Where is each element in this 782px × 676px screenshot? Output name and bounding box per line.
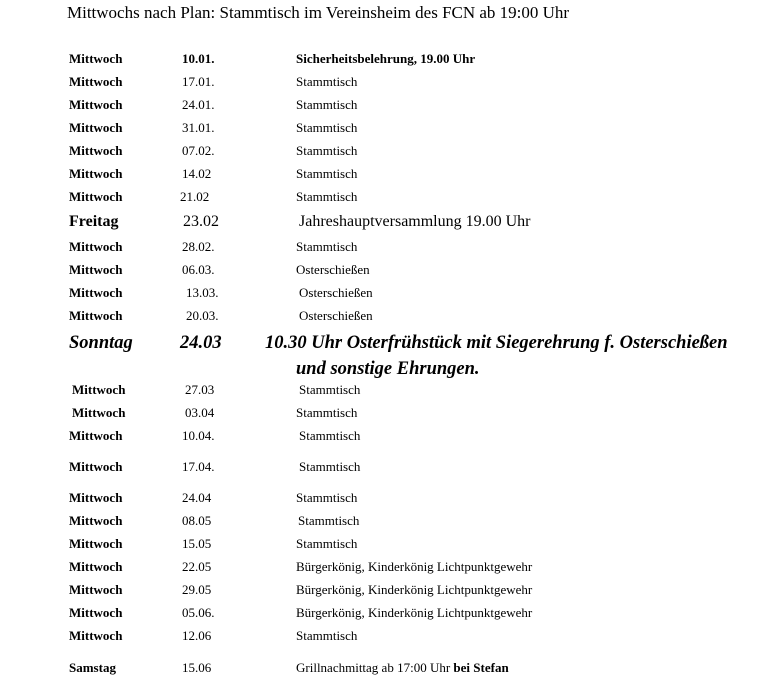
day: Sonntag <box>69 333 133 353</box>
date: 22.05 <box>182 559 212 574</box>
date: 15.06 <box>182 660 212 675</box>
day: Samstag <box>69 660 116 675</box>
event: Osterschießen <box>296 262 370 277</box>
date: 08.05 <box>182 513 212 528</box>
event: Stammtisch <box>299 459 361 474</box>
day: Mittwoch <box>69 459 123 474</box>
event: Sicherheitsbelehrung, 19.00 Uhr <box>296 51 476 66</box>
day: Freitag <box>69 213 119 230</box>
day: Mittwoch <box>69 559 123 574</box>
date: 24.03 <box>180 333 222 353</box>
event: Stammtisch <box>296 628 358 643</box>
day: Mittwoch <box>69 239 123 254</box>
day: Mittwoch <box>69 513 123 528</box>
event: Stammtisch <box>296 166 358 181</box>
date: 15.05 <box>182 536 212 551</box>
event: Jahreshauptversammlung 19.00 Uhr <box>299 213 531 230</box>
day: Mittwoch <box>69 189 123 204</box>
day: Mittwoch <box>69 490 123 505</box>
date: 20.03. <box>186 308 219 323</box>
day: Mittwoch <box>69 308 123 323</box>
event: Bürgerkönig, Kinderkönig Lichtpunktgewehr <box>296 605 533 620</box>
date: 27.03 <box>185 382 215 397</box>
event: Stammtisch <box>296 120 358 135</box>
date: 21.02 <box>180 189 210 204</box>
event: Stammtisch <box>298 513 360 528</box>
day: Mittwoch <box>69 143 123 158</box>
event: Stammtisch <box>299 382 361 397</box>
date: 07.02. <box>182 143 215 158</box>
day: Mittwoch <box>69 74 123 89</box>
date: 14.02 <box>182 166 212 181</box>
day: Mittwoch <box>69 428 123 443</box>
event: Stammtisch <box>296 74 358 89</box>
day: Mittwoch <box>69 628 123 643</box>
day: Mittwoch <box>69 536 123 551</box>
day: Mittwoch <box>72 382 126 397</box>
event: Osterschießen <box>299 285 373 300</box>
event: Stammtisch <box>296 405 358 420</box>
event: Osterschießen <box>299 308 373 323</box>
day: Mittwoch <box>69 605 123 620</box>
date: 13.03. <box>186 285 219 300</box>
date: 05.06. <box>182 605 215 620</box>
event: Bürgerkönig, Kinderkönig Lichtpunktgewehr <box>296 559 533 574</box>
event-highlight: bei Stefan <box>453 660 509 675</box>
date: 03.04 <box>185 405 215 420</box>
date: 10.04. <box>182 428 215 443</box>
day: Mittwoch <box>69 262 123 277</box>
event: Stammtisch <box>296 143 358 158</box>
event-text: Grillnachmittag ab 17:00 Uhr <box>296 660 451 675</box>
day: Mittwoch <box>69 285 123 300</box>
day: Mittwoch <box>69 97 123 112</box>
day: Mittwoch <box>69 166 123 181</box>
event: Stammtisch <box>296 490 358 505</box>
event: Bürgerkönig, Kinderkönig Lichtpunktgewehr <box>296 582 533 597</box>
day: Mittwoch <box>69 120 123 135</box>
day: Mittwoch <box>69 582 123 597</box>
day: Mittwoch <box>72 405 126 420</box>
event: Stammtisch <box>296 189 358 204</box>
date: 12.06 <box>182 628 212 643</box>
event: Stammtisch <box>296 239 358 254</box>
date: 28.02. <box>182 239 215 254</box>
event: Stammtisch <box>296 97 358 112</box>
page-title: Mittwochs nach Plan: Stammtisch im Vereinsheim des FCN ab 19:00 Uhr <box>67 3 570 22</box>
event: Stammtisch <box>299 428 361 443</box>
date: 31.01. <box>182 120 215 135</box>
event-continuation: und sonstige Ehrungen. <box>296 359 480 379</box>
day: Mittwoch <box>69 51 123 66</box>
date: 24.01. <box>182 97 215 112</box>
event <box>296 660 509 676</box>
date: 17.04. <box>182 459 215 474</box>
event: 10.30 Uhr Osterfrühstück mit Siegerehrung f. Osterschießen <box>265 333 728 353</box>
date: 24.04 <box>182 490 212 505</box>
date: 06.03. <box>182 262 215 277</box>
date: 10.01. <box>182 51 215 66</box>
date: 29.05 <box>182 582 212 597</box>
date: 17.01. <box>182 74 215 89</box>
date: 23.02 <box>183 213 219 230</box>
event: Stammtisch <box>296 536 358 551</box>
